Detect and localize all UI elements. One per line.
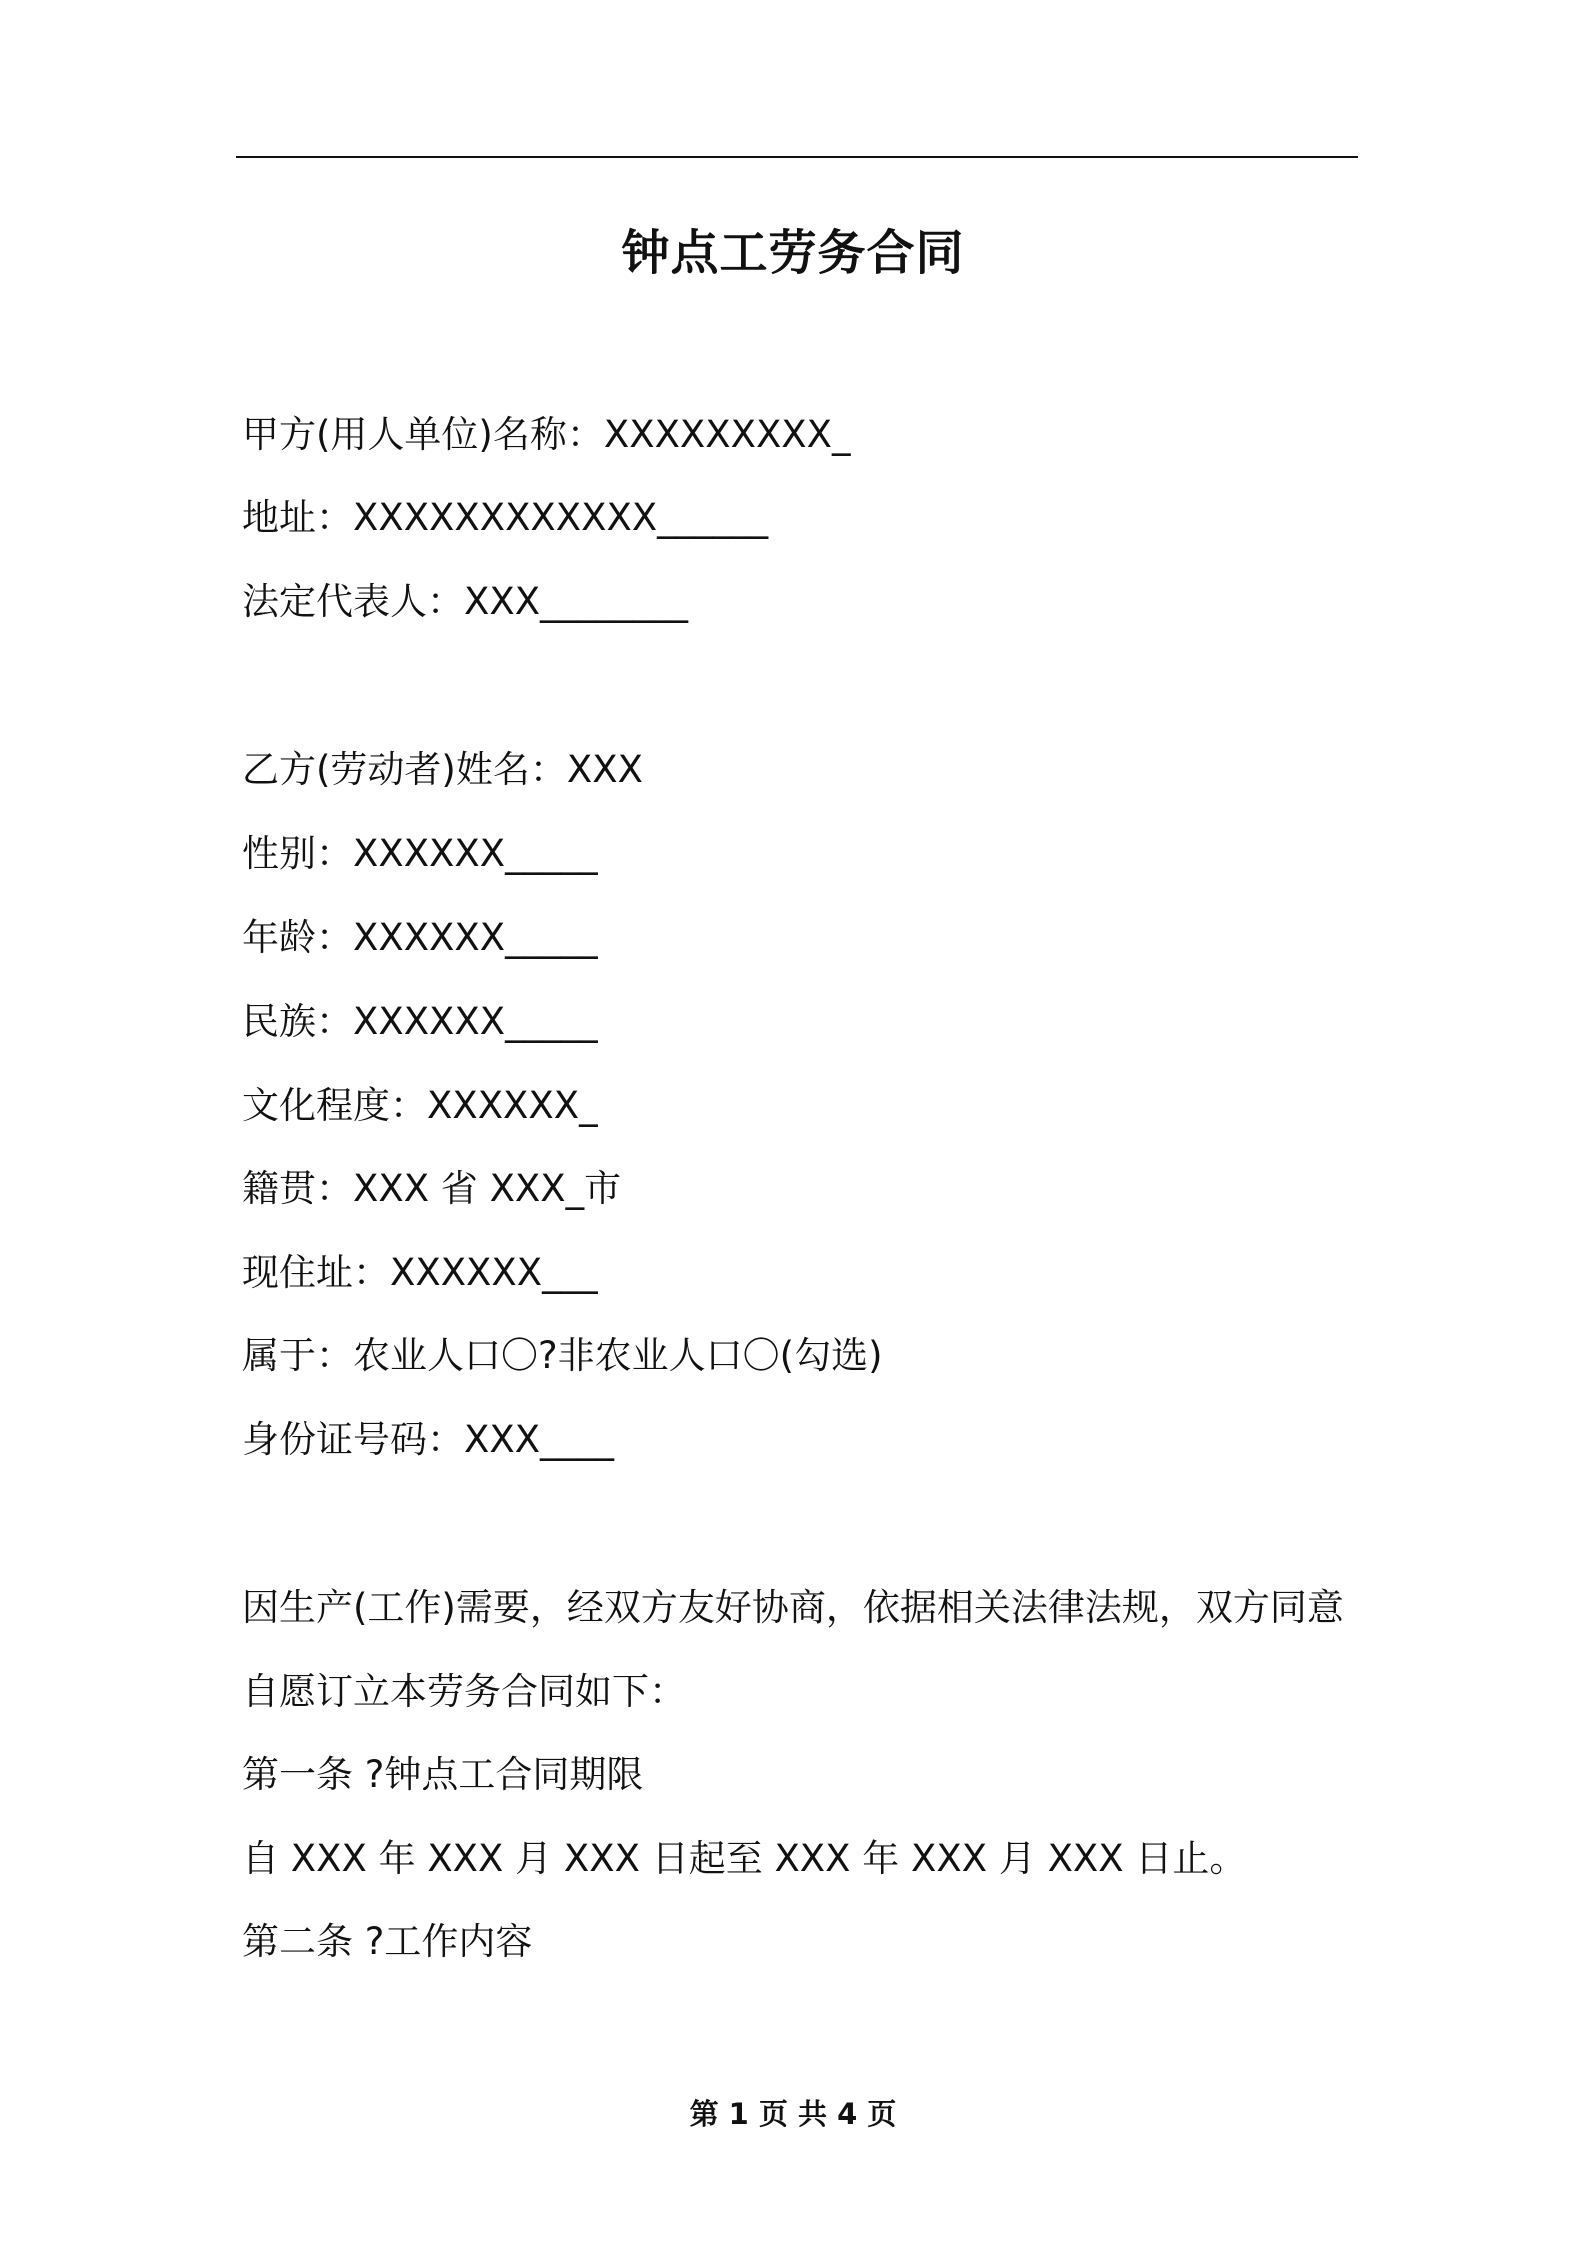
party-b-name: 乙方(劳动者)姓名：XXX xyxy=(242,748,643,791)
party-a-legal-rep: 法定代表人：XXX________ xyxy=(242,580,689,623)
article-1-text: 自 XXX 年 XXX 月 XXX 日起至 XXX 年 XXX 月 XXX 日止。 xyxy=(242,1837,1247,1880)
party-b-id-number: 身份证号码：XXX____ xyxy=(242,1418,615,1461)
party-a-name: 甲方(用人单位)名称：XXXXXXXXX_ xyxy=(242,413,851,456)
party-b-gender: 性别：XXXXXX_____ xyxy=(242,832,598,875)
party-b-origin: 籍贯：XXX 省 XXX_市 xyxy=(242,1167,622,1210)
party-a-address: 地址：XXXXXXXXXXXX______ xyxy=(242,496,769,539)
party-b-ethnicity: 民族：XXXXXX_____ xyxy=(242,1000,598,1043)
party-b-age: 年龄：XXXXXX_____ xyxy=(242,916,598,959)
page-number-footer: 第 1 页 共 4 页 xyxy=(689,2097,897,2131)
party-b-education: 文化程度：XXXXXX_ xyxy=(242,1084,598,1127)
intro-paragraph-line-2: 自愿订立本劳务合同如下： xyxy=(242,1670,686,1713)
party-b-residence: 现住址：XXXXXX___ xyxy=(242,1251,598,1294)
intro-paragraph-line-1: 因生产(工作)需要，经双方友好协商，依据相关法律法规，双方同意 xyxy=(242,1586,1344,1629)
article-2-title: 第二条 ?工作内容 xyxy=(242,1920,533,1963)
party-b-household: 属于：农业人口〇?非农业人口〇(勾选) xyxy=(242,1334,883,1377)
document-title: 钟点工劳务合同 xyxy=(621,225,965,281)
header-rule xyxy=(236,156,1358,158)
article-1-title: 第一条 ?钟点工合同期限 xyxy=(242,1753,644,1796)
